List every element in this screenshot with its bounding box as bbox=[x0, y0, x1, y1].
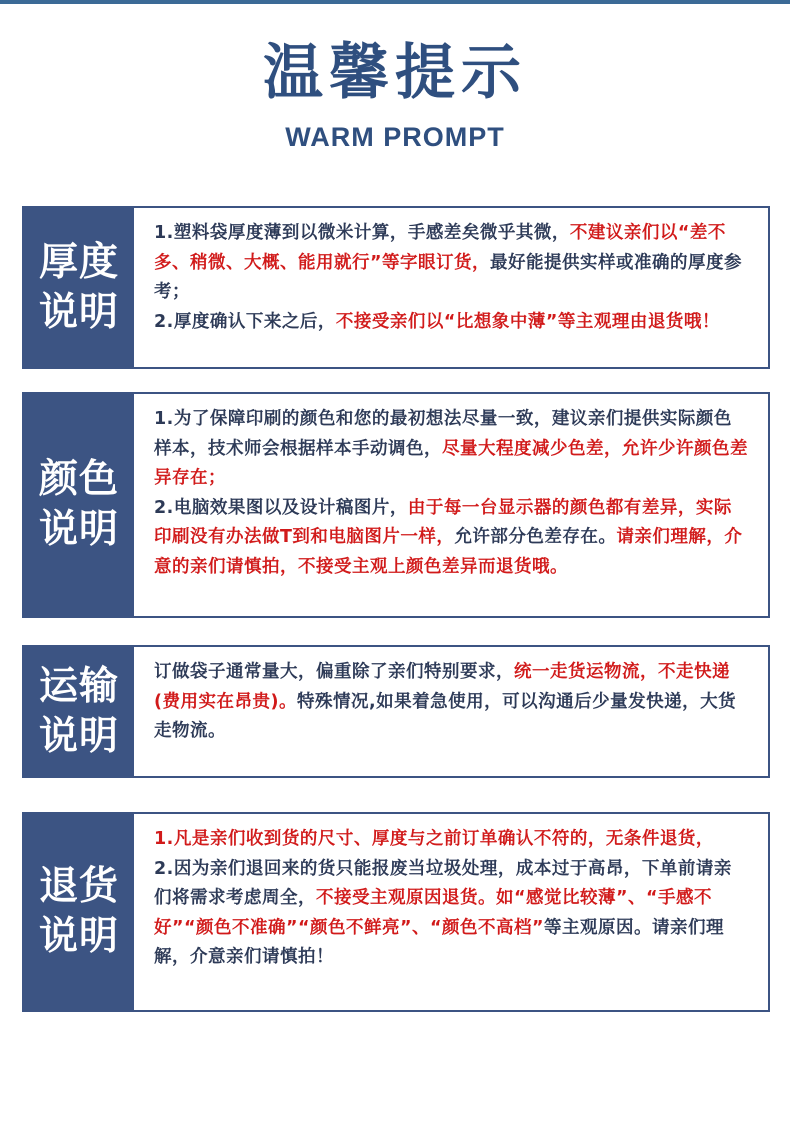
page-title: 温馨提示 bbox=[263, 38, 527, 108]
top-divider bbox=[0, 0, 790, 4]
text-normal: 订做袋子通常量大，偏重除了亲们特别要求， bbox=[154, 662, 514, 682]
text-highlight: 统一走货运物流，不走快递(费用实在昂贵)。 bbox=[154, 662, 730, 712]
label-line: 说明 bbox=[38, 914, 119, 959]
label-line: 说明 bbox=[38, 289, 119, 335]
page-subtitle: WARM PROMPT bbox=[285, 122, 505, 152]
section-returns bbox=[22, 812, 770, 1012]
paragraph bbox=[154, 855, 748, 973]
section-body bbox=[134, 814, 768, 1010]
text-normal: 1.为了保障印刷的颜色和您的最初想法尽量一致，建议亲们提供实际颜色样本，技术师会根据样本手动调色， bbox=[154, 409, 732, 459]
text-normal: 最好能提供实样或准确的厚度参考； bbox=[154, 252, 743, 302]
text-highlight: 1.凡是亲们收到货的尺寸、厚度与之前订单确认不符的，无条件退货， bbox=[154, 829, 714, 849]
label-line: 说明 bbox=[38, 713, 119, 759]
text-normal: 2.因为亲们退回来的货只能报废当垃圾处理，成本过于高昂，下单前请亲们将需求考虑周全， bbox=[154, 858, 732, 908]
section-body bbox=[134, 394, 768, 616]
text-normal: 特殊情况,如果着急使用，可以沟通后少量发快递，大货走物流。 bbox=[154, 691, 737, 741]
paragraph bbox=[154, 405, 748, 494]
label-line: 说明 bbox=[38, 507, 119, 552]
section-body bbox=[134, 208, 768, 367]
section-label bbox=[24, 647, 134, 776]
text-highlight: 请亲们理解，介意的亲们请慎拍，不接受主观上颜色差异而退货哦。 bbox=[154, 527, 743, 577]
paragraph bbox=[154, 494, 748, 583]
text-normal: 允许部分色差存在。 bbox=[454, 527, 617, 547]
text-highlight: 由于每一台显示器的颜色都有差异，实际印刷没有办法做T到和电脑图片一样， bbox=[154, 497, 732, 547]
text-highlight: 尽量大程度减少色差，允许少许颜色差异存在； bbox=[154, 438, 748, 488]
section-label bbox=[24, 208, 134, 367]
text-highlight: 不接受主观原因退货。如“感觉比较薄”、“手感不好”“颜色不准确”“颜色不鲜亮”、“颜色不高档” bbox=[154, 888, 713, 938]
text-normal: 2.电脑效果图以及设计稿图片， bbox=[154, 497, 408, 518]
paragraph bbox=[154, 658, 748, 747]
section-thickness bbox=[22, 206, 770, 369]
section-label bbox=[24, 814, 134, 1010]
text-normal: 2.厚度确认下来之后， bbox=[154, 311, 336, 332]
paragraph bbox=[154, 308, 748, 338]
label-line: 颜色 bbox=[38, 457, 119, 502]
text-normal: 等主观原因。请亲们理解，介意亲们请慎拍！ bbox=[154, 917, 725, 967]
section-body bbox=[134, 647, 768, 776]
text-highlight: 不建议亲们以“差不多、稍微、大概、能用就行”等字眼订货， bbox=[154, 223, 726, 273]
section-color bbox=[22, 392, 770, 618]
label-line: 运输 bbox=[38, 663, 119, 709]
text-normal: 1.塑料袋厚度薄到以微米计算，手感差矣微乎其微， bbox=[154, 223, 570, 243]
label-line: 退货 bbox=[38, 864, 119, 909]
section-label bbox=[24, 394, 134, 616]
text-highlight: 不接受亲们以“比想象中薄”等主观理由退货哦！ bbox=[335, 311, 720, 332]
paragraph bbox=[154, 825, 748, 855]
label-line: 厚度 bbox=[38, 239, 119, 285]
paragraph bbox=[154, 219, 748, 308]
section-shipping bbox=[22, 645, 770, 778]
